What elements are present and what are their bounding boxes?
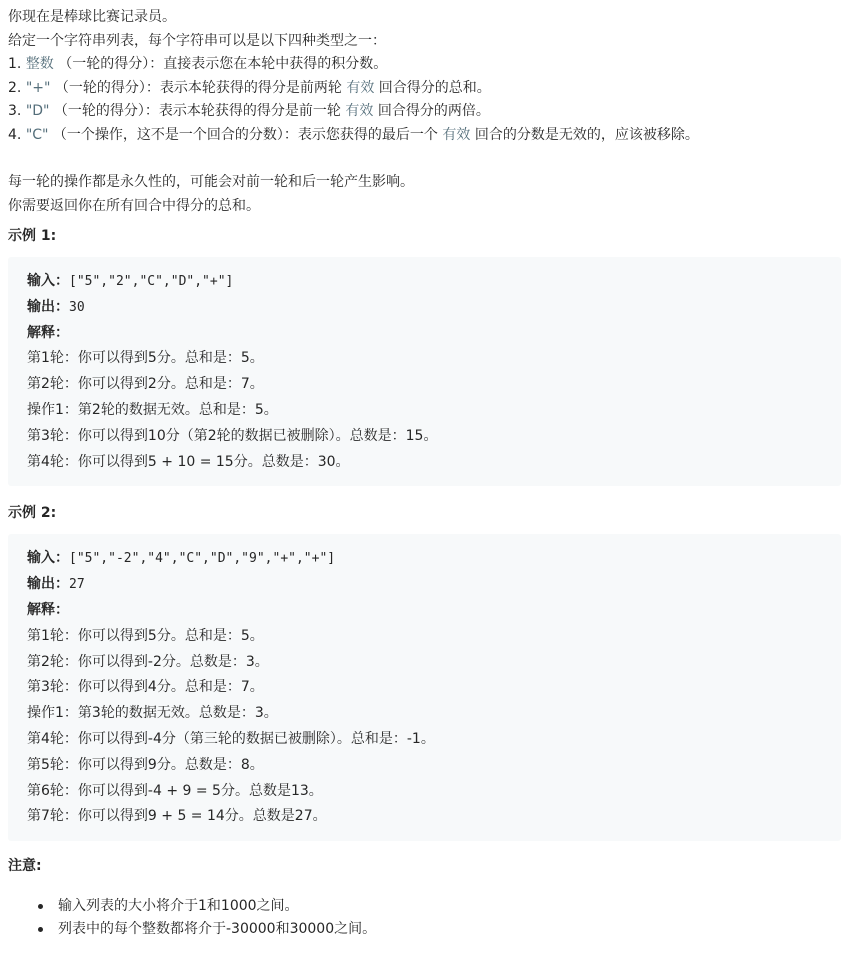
explain-line: 第4轮：你可以得到5 + 10 = 15分。总数是：30。 — [27, 453, 350, 470]
type-item-3 — [8, 100, 841, 124]
rule-paragraph-1: 每一轮的操作都是永久性的，可能会对前一轮和后一轮产生影响。 — [8, 174, 414, 190]
example-1-heading: 示例 1: — [8, 228, 57, 244]
type-item-code: "+" — [25, 79, 51, 96]
type-item-1 — [8, 53, 841, 77]
type-item-desc: （一轮的得分）：表示本轮获得的得分是前两轮 — [50, 79, 347, 96]
input-label: 输入： — [27, 273, 69, 289]
example-2-block — [8, 534, 841, 841]
type-item-number: 4. — [8, 126, 26, 143]
example-2-heading: 示例 2: — [8, 505, 57, 522]
intro-line-2: 给定一个字符串列表，每个字符串可以是以下四种类型之一： — [8, 32, 386, 49]
explain-line: 第3轮：你可以得到4分。总和是：7。 — [27, 679, 264, 696]
type-item-desc-tail: 回合得分的总和。 — [374, 79, 491, 96]
type-item-desc: （一轮的得分）：直接表示您在本轮中获得的积分数。 — [53, 56, 388, 72]
explain-line: 第5轮：你可以得到9分。总数是：8。 — [27, 756, 264, 773]
input-value: ["5","-2","4","C","D","9","+","+"] — [69, 551, 336, 567]
type-item-code: 整数 — [25, 56, 54, 72]
type-item-number: 3. — [8, 103, 26, 119]
input-value: ["5","2","C","D","+"] — [69, 274, 234, 289]
example-1-block — [8, 257, 841, 486]
explain-line: 第1轮：你可以得到5分。总和是：5。 — [27, 350, 264, 367]
output-value: 27 — [69, 577, 85, 593]
type-item-desc: （一个操作，这不是一个回合的分数）：表示您获得的最后一个 — [48, 126, 443, 143]
rule-paragraph-2: 你需要返回你在所有回合中得分的总和。 — [8, 197, 260, 214]
note-text: 列表中的每个整数都将介于-30000和30000之间。 — [58, 921, 377, 938]
explain-line: 第1轮：你可以得到5分。总和是：5。 — [27, 627, 264, 644]
notes-list — [8, 895, 841, 941]
bullet-icon — [38, 904, 43, 909]
explain-label: 解释： — [27, 324, 69, 341]
type-item-2 — [8, 77, 841, 101]
type-item-number: 1. — [8, 56, 26, 72]
note-item — [38, 895, 841, 918]
input-label: 输入： — [27, 550, 69, 567]
explain-line: 第3轮：你可以得到10分（第2轮的数据已被删除）。总数是：15。 — [27, 427, 438, 444]
intro-line-1: 你现在是棒球比赛记录员。 — [8, 9, 176, 25]
note-text: 输入列表的大小将介于1和1000之间。 — [58, 898, 299, 915]
type-item-desc: （一轮的得分）：表示本轮获得的得分是前一轮 — [49, 103, 346, 119]
explain-line: 第2轮：你可以得到-2分。总数是：3。 — [27, 653, 269, 670]
note-item — [38, 918, 841, 941]
output-label: 输出： — [27, 576, 69, 593]
type-item-desc-tail: 回合得分的两倍。 — [373, 103, 490, 119]
type-item-code: "C" — [25, 126, 49, 143]
valid-term: 有效 — [442, 126, 471, 143]
valid-term: 有效 — [346, 79, 375, 96]
type-item-number: 2. — [8, 79, 26, 96]
type-item-code: "D" — [25, 103, 50, 119]
explain-line: 第6轮：你可以得到-4 + 9 = 5分。总数是13。 — [27, 782, 323, 799]
valid-term: 有效 — [345, 103, 374, 119]
explain-line: 第7轮：你可以得到9 + 5 = 14分。总数是27。 — [27, 808, 327, 825]
output-label: 输出： — [27, 298, 69, 315]
explain-line: 第4轮：你可以得到-4分（第三轮的数据已被删除）。总和是：-1。 — [27, 730, 435, 747]
explain-line: 操作1：第3轮的数据无效。总数是：3。 — [27, 705, 278, 722]
type-item-desc-tail: 回合的分数是无效的，应该被移除。 — [470, 126, 699, 143]
explain-label: 解释： — [27, 601, 69, 618]
output-value: 30 — [69, 299, 85, 315]
notes-heading: 注意: — [8, 858, 42, 875]
explain-line: 第2轮：你可以得到2分。总和是：7。 — [27, 376, 264, 393]
type-item-4 — [8, 124, 841, 148]
bullet-icon — [38, 927, 43, 932]
paragraph-gap — [8, 147, 841, 171]
explain-line: 操作1：第2轮的数据无效。总和是：5。 — [27, 401, 278, 418]
